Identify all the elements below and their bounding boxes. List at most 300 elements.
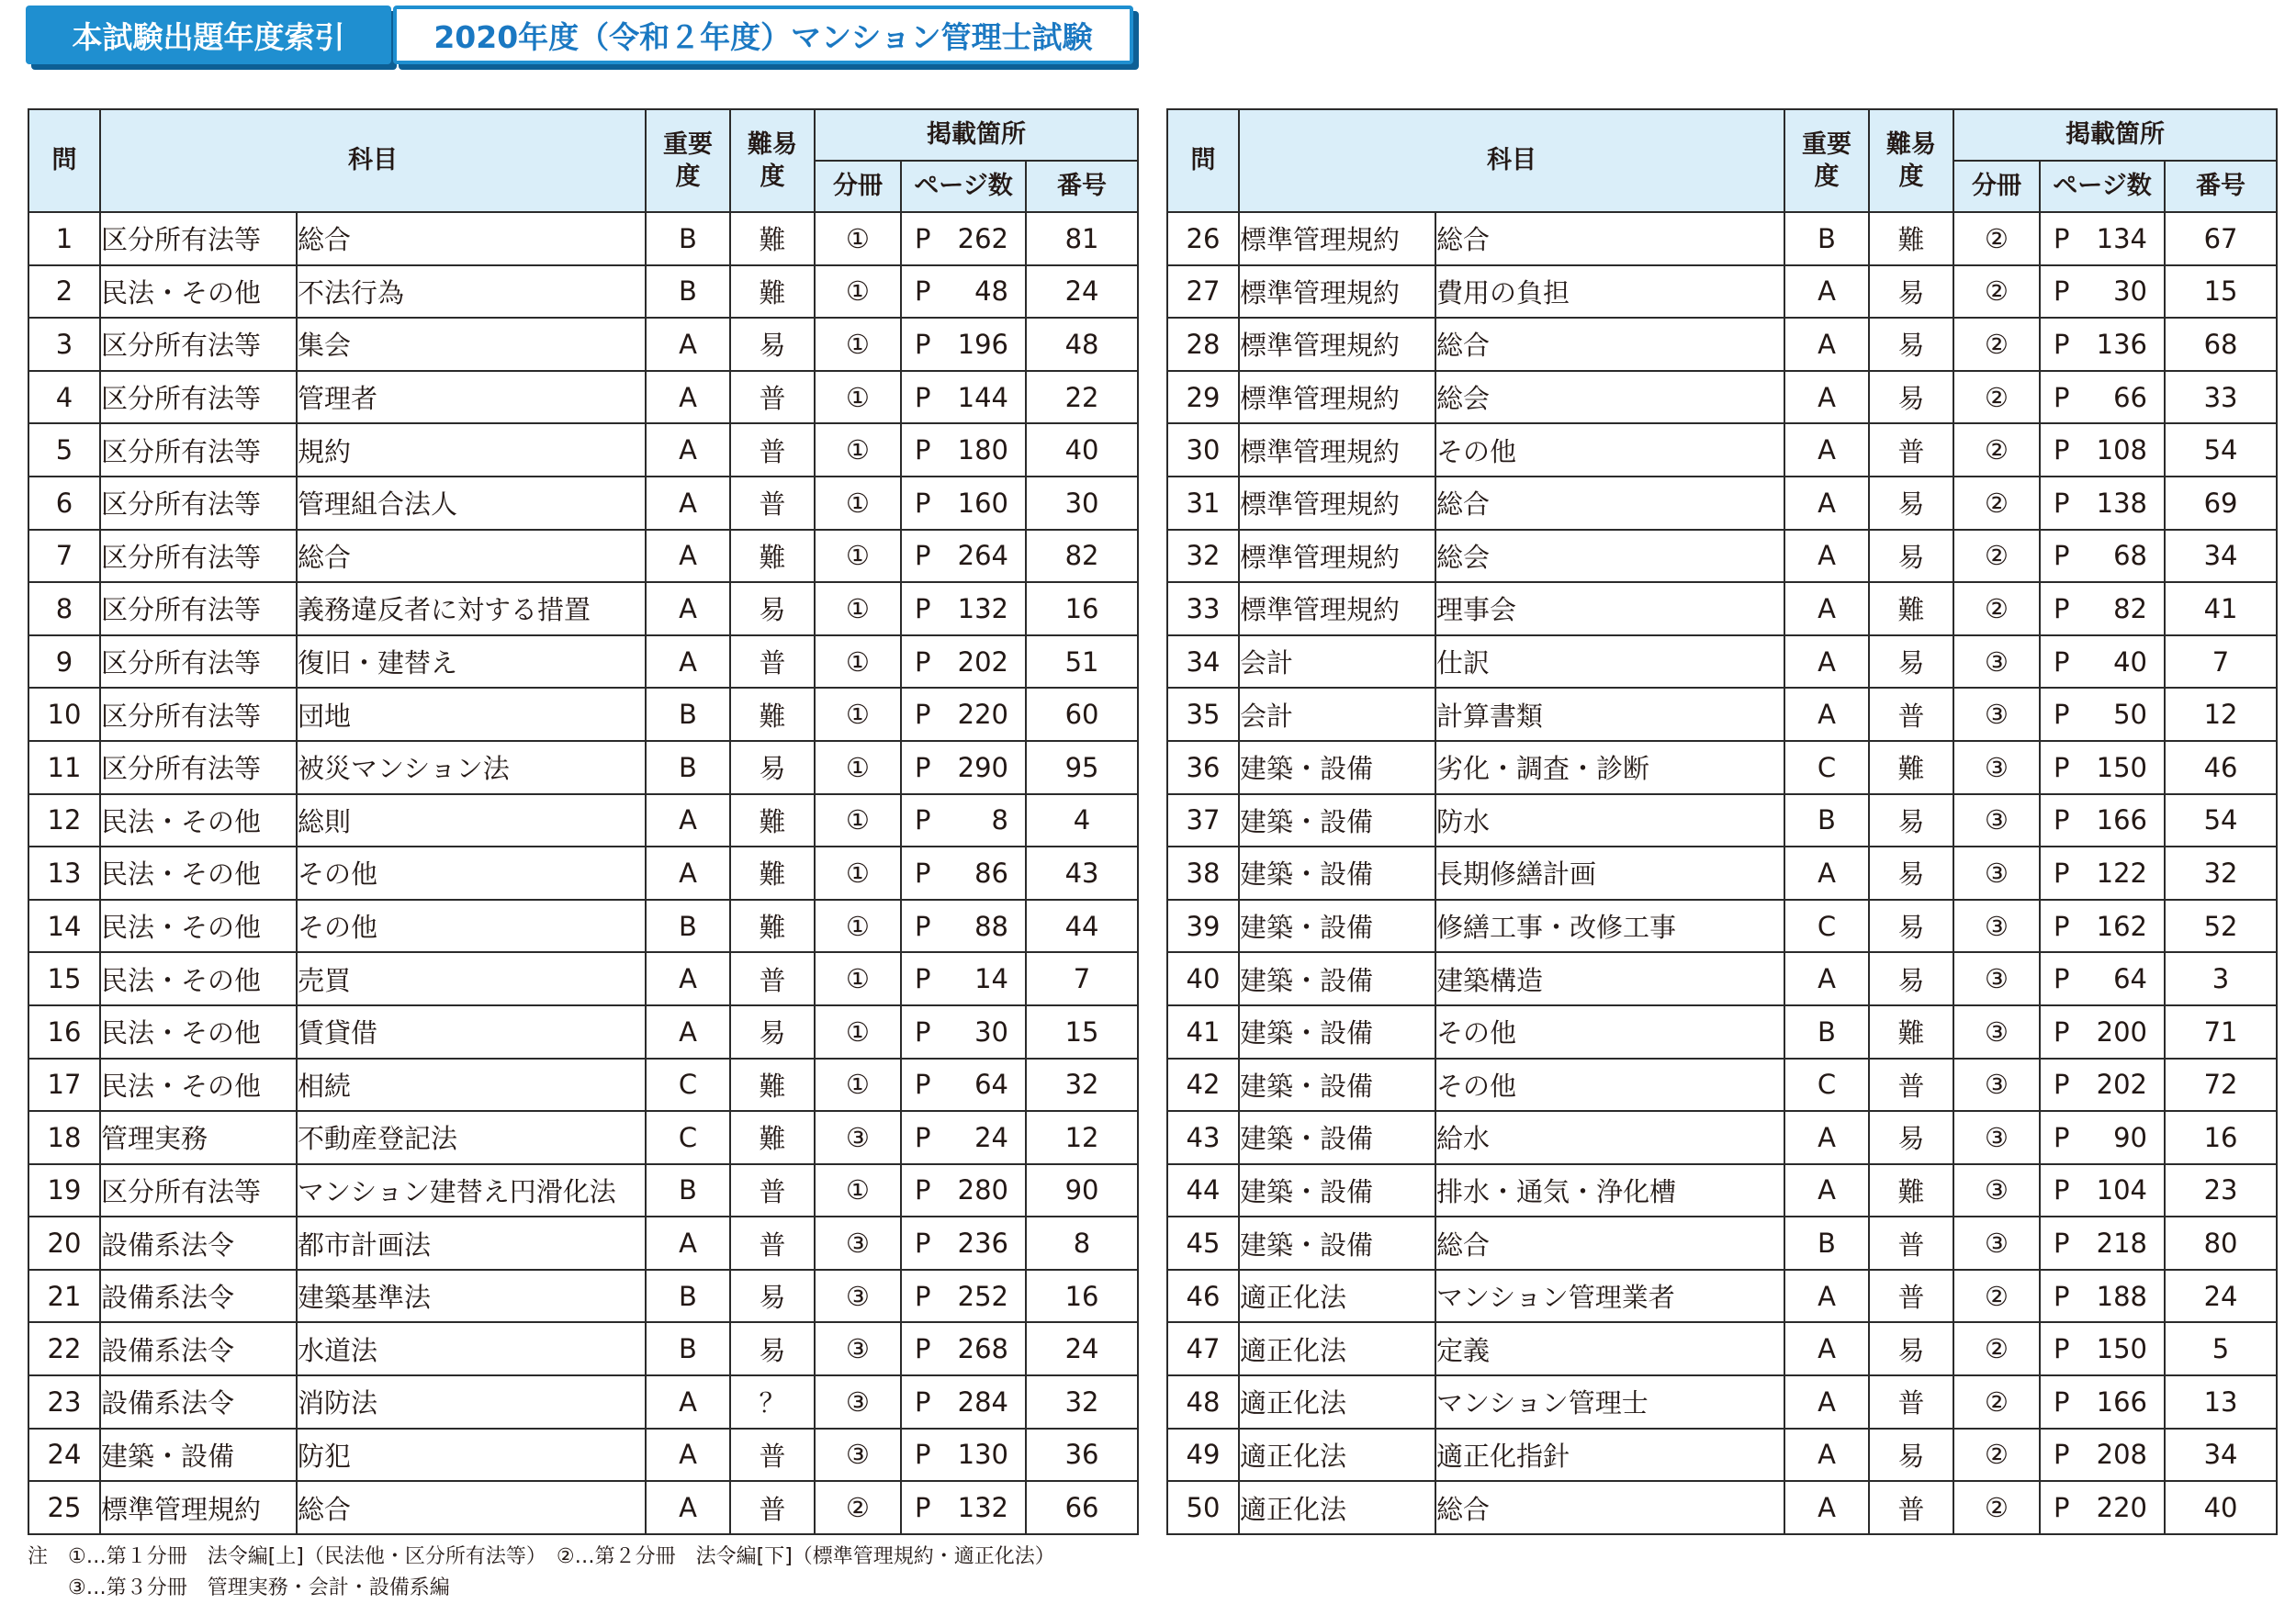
item-number: 24	[1026, 265, 1138, 319]
volume-value: ①	[815, 688, 901, 741]
page-value	[2041, 1122, 2164, 1153]
item-number: 5	[2165, 1322, 2277, 1375]
page-value	[2041, 1174, 2164, 1206]
page-cell	[2040, 1059, 2165, 1112]
item-number: 15	[1026, 1005, 1138, 1059]
page-number: 66	[2113, 381, 2147, 413]
difficulty-value: 普	[1869, 423, 1953, 477]
subject-category: 会計	[1239, 635, 1435, 689]
difficulty-value: 易	[1869, 794, 1953, 847]
page-prefix: P	[915, 592, 931, 624]
question-number: 44	[1167, 1164, 1239, 1217]
page-prefix: P	[2054, 1228, 2070, 1260]
table-row	[1167, 1322, 2277, 1375]
subject-category: 民法・その他	[100, 1005, 297, 1059]
difficulty-value: 普	[1869, 1375, 1953, 1429]
page-prefix: P	[915, 1069, 931, 1101]
item-number: 60	[1026, 688, 1138, 741]
item-number: 48	[1026, 318, 1138, 371]
importance-value: A	[646, 423, 730, 477]
volume-value: ③	[1953, 900, 2040, 953]
importance-value: A	[1784, 371, 1869, 424]
page-prefix: P	[2054, 645, 2070, 678]
volume-value: ①	[815, 1059, 901, 1112]
question-number: 43	[1167, 1111, 1239, 1164]
importance-value: A	[1784, 688, 1869, 741]
volume-value: ①	[815, 212, 901, 265]
item-number: 66	[1026, 1481, 1138, 1534]
subject-category: 建築・設備	[1239, 1111, 1435, 1164]
difficulty-value: 易	[1869, 265, 1953, 319]
subject-topic: 義務違反者に対する措置	[297, 582, 646, 635]
table-row	[28, 582, 1138, 635]
subject-category: 建築・設備	[1239, 900, 1435, 953]
item-number: 23	[2165, 1164, 2277, 1217]
table-row	[28, 1429, 1138, 1482]
subject-category: 標準管理規約	[1239, 371, 1435, 424]
table-row	[28, 1481, 1138, 1534]
item-number: 51	[1026, 635, 1138, 689]
page-cell	[2040, 1164, 2165, 1217]
subject-topic: 集会	[297, 318, 646, 371]
importance-value: A	[646, 477, 730, 530]
page-number: 290	[957, 751, 1008, 783]
page-prefix: P	[915, 1015, 931, 1048]
subject-category: 適正化法	[1239, 1375, 1435, 1429]
page-value	[902, 1439, 1025, 1470]
col-importance: 重要 度	[646, 109, 730, 212]
question-number: 39	[1167, 900, 1239, 953]
page-cell	[901, 530, 1026, 583]
importance-value: B	[646, 1322, 730, 1375]
page-value	[902, 646, 1025, 678]
question-number: 46	[1167, 1270, 1239, 1323]
page-cell	[2040, 741, 2165, 794]
question-number: 50	[1167, 1481, 1239, 1534]
subject-category: 建築・設備	[1239, 1164, 1435, 1217]
importance-value: A	[646, 794, 730, 847]
question-number: 15	[28, 952, 100, 1005]
page-value	[902, 540, 1025, 571]
page-value	[2041, 329, 2164, 360]
page-cell	[2040, 1111, 2165, 1164]
subject-category: 標準管理規約	[1239, 423, 1435, 477]
question-number: 14	[28, 900, 100, 953]
col-subject: 科目	[100, 109, 646, 212]
page-value	[902, 699, 1025, 730]
page-value	[902, 804, 1025, 836]
subject-category: 民法・その他	[100, 265, 297, 319]
table-row	[28, 212, 1138, 265]
page-number: 200	[2096, 1015, 2147, 1048]
item-number: 36	[1026, 1429, 1138, 1482]
subject-topic: 総会	[1435, 371, 1784, 424]
subject-topic: 建築構造	[1435, 952, 1784, 1005]
importance-value: A	[1784, 1481, 1869, 1534]
difficulty-value: 普	[730, 1217, 815, 1270]
page-prefix: P	[2054, 1385, 2070, 1418]
page-cell	[2040, 1270, 2165, 1323]
question-number: 34	[1167, 635, 1239, 689]
page-prefix: P	[915, 275, 931, 308]
page-prefix: P	[2054, 1121, 2070, 1153]
page-prefix: P	[2054, 592, 2070, 624]
page-value	[2041, 804, 2164, 836]
page-prefix: P	[915, 1228, 931, 1260]
item-number: 22	[1026, 371, 1138, 424]
page-cell	[2040, 530, 2165, 583]
page-value	[2041, 275, 2164, 307]
page-number: 24	[974, 1121, 1008, 1153]
page-value	[902, 275, 1025, 307]
volume-value: ②	[1953, 318, 2040, 371]
question-number: 7	[28, 530, 100, 583]
page-value	[2041, 593, 2164, 624]
page-number: 180	[957, 434, 1008, 466]
page-prefix: P	[915, 381, 931, 413]
page-number: 50	[2113, 699, 2147, 731]
page-prefix: P	[915, 540, 931, 572]
item-number: 16	[1026, 582, 1138, 635]
page-cell	[901, 477, 1026, 530]
subject-topic: 消防法	[297, 1375, 646, 1429]
page-cell	[2040, 900, 2165, 953]
difficulty-value: 難	[730, 212, 815, 265]
table-row	[28, 900, 1138, 953]
col-number: 番号	[1026, 161, 1138, 212]
difficulty-value: 普	[730, 1164, 815, 1217]
page-value	[2041, 382, 2164, 413]
table-row	[1167, 530, 2277, 583]
volume-value: ①	[815, 1005, 901, 1059]
importance-value: A	[646, 1429, 730, 1482]
page-value	[2041, 223, 2164, 254]
page-value	[902, 1492, 1025, 1523]
difficulty-value: 易	[1869, 1322, 1953, 1375]
subject-category: 建築・設備	[1239, 741, 1435, 794]
subject-category: 区分所有法等	[100, 212, 297, 265]
difficulty-value: 普	[1869, 1217, 1953, 1270]
page-prefix: P	[2054, 1492, 2070, 1524]
page-cell	[2040, 847, 2165, 900]
item-number: 16	[1026, 1270, 1138, 1323]
table-row	[28, 688, 1138, 741]
volume-value: ①	[815, 847, 901, 900]
page-cell	[2040, 1429, 2165, 1482]
page-cell	[2040, 1005, 2165, 1059]
subject-category: 民法・その他	[100, 1059, 297, 1112]
subject-category: 適正化法	[1239, 1481, 1435, 1534]
question-number: 19	[28, 1164, 100, 1217]
item-number: 68	[2165, 318, 2277, 371]
item-number: 32	[2165, 847, 2277, 900]
importance-value: C	[646, 1059, 730, 1112]
page-cell	[2040, 318, 2165, 371]
subject-topic: 排水・通気・浄化槽	[1435, 1164, 1784, 1217]
page-number: 150	[2096, 751, 2147, 783]
item-number: 30	[1026, 477, 1138, 530]
question-number: 32	[1167, 530, 1239, 583]
question-number: 30	[1167, 423, 1239, 477]
volume-value: ③	[815, 1217, 901, 1270]
page-number: 40	[2113, 645, 2147, 678]
page-value	[2041, 858, 2164, 889]
page-cell	[2040, 688, 2165, 741]
table-row	[1167, 371, 2277, 424]
page-cell	[901, 847, 1026, 900]
page-number: 104	[2096, 1174, 2147, 1206]
question-number: 48	[1167, 1375, 1239, 1429]
table-row	[28, 530, 1138, 583]
difficulty-value: 易	[1869, 635, 1953, 689]
page-number: 202	[2096, 1069, 2147, 1101]
volume-value: ①	[815, 741, 901, 794]
table-row	[1167, 423, 2277, 477]
subject-topic: 総合	[297, 1481, 646, 1534]
volume-value: ①	[815, 318, 901, 371]
page-cell	[901, 318, 1026, 371]
page-number: 268	[957, 1333, 1008, 1365]
question-number: 25	[28, 1481, 100, 1534]
page-number: 138	[2096, 487, 2147, 519]
page-value	[2041, 752, 2164, 783]
page-number: 188	[2096, 1280, 2147, 1312]
col-difficulty: 難易 度	[730, 109, 815, 212]
question-number: 29	[1167, 371, 1239, 424]
subject-category: 標準管理規約	[1239, 477, 1435, 530]
page-prefix: P	[2054, 751, 2070, 783]
subject-category: 建築・設備	[1239, 1217, 1435, 1270]
item-number: 46	[2165, 741, 2277, 794]
page-number: 166	[2096, 804, 2147, 836]
page-cell	[2040, 371, 2165, 424]
volume-value: ①	[815, 265, 901, 319]
page-prefix: P	[2054, 540, 2070, 572]
subject-category: 民法・その他	[100, 794, 297, 847]
col-q: 問	[28, 109, 100, 212]
col-pages: ページ数	[901, 161, 1026, 212]
item-number: 7	[1026, 952, 1138, 1005]
subject-topic: 総合	[1435, 477, 1784, 530]
importance-value: A	[646, 1375, 730, 1429]
subject-topic: 復旧・建替え	[297, 635, 646, 689]
difficulty-value: 易	[1869, 530, 1953, 583]
volume-value: ①	[815, 582, 901, 635]
subject-topic: マンション管理業者	[1435, 1270, 1784, 1323]
importance-value: B	[646, 212, 730, 265]
page-cell	[901, 635, 1026, 689]
page-value	[902, 858, 1025, 889]
difficulty-value: 難	[1869, 1005, 1953, 1059]
page-number: 130	[957, 1439, 1008, 1471]
volume-value: ③	[1953, 1059, 2040, 1112]
subject-topic: マンション管理士	[1435, 1375, 1784, 1429]
table-row	[1167, 212, 2277, 265]
importance-value: A	[1784, 952, 1869, 1005]
importance-value: B	[1784, 1217, 1869, 1270]
page-value	[902, 1069, 1025, 1100]
subject-topic: マンション建替え円滑化法	[297, 1164, 646, 1217]
importance-value: A	[1784, 265, 1869, 319]
volume-value: ③	[1953, 847, 2040, 900]
item-number: 40	[1026, 423, 1138, 477]
table-row	[1167, 318, 2277, 371]
page-cell	[901, 1270, 1026, 1323]
page-value	[902, 223, 1025, 254]
page-value	[2041, 699, 2164, 730]
question-number: 40	[1167, 952, 1239, 1005]
page-cell	[2040, 477, 2165, 530]
page-prefix: P	[915, 222, 931, 254]
page-cell	[901, 265, 1026, 319]
page-value	[902, 1386, 1025, 1418]
item-number: 40	[2165, 1481, 2277, 1534]
volume-value: ③	[815, 1270, 901, 1323]
col-number: 番号	[2165, 161, 2277, 212]
page-number: 162	[2096, 910, 2147, 942]
difficulty-value: 易	[1869, 900, 1953, 953]
page-number: 122	[2096, 857, 2147, 889]
exam-title: 2020年度（令和２年度）マンション管理士試験	[393, 6, 1133, 64]
subject-category: 区分所有法等	[100, 582, 297, 635]
col-location: 掲載箇所	[815, 109, 1138, 161]
difficulty-value: 普	[730, 1481, 815, 1534]
page-prefix: P	[915, 1174, 931, 1206]
subject-category: 区分所有法等	[100, 688, 297, 741]
difficulty-value: 易	[730, 741, 815, 794]
subject-category: 区分所有法等	[100, 635, 297, 689]
subject-topic: 建築基準法	[297, 1270, 646, 1323]
subject-topic: その他	[1435, 1005, 1784, 1059]
subject-topic: 総会	[1435, 530, 1784, 583]
question-number: 18	[28, 1111, 100, 1164]
page-prefix: P	[2054, 1015, 2070, 1048]
item-number: 52	[2165, 900, 2277, 953]
volume-value: ②	[1953, 265, 2040, 319]
item-number: 33	[2165, 371, 2277, 424]
importance-value: B	[1784, 212, 1869, 265]
page-value	[2041, 911, 2164, 942]
importance-value: A	[1784, 1322, 1869, 1375]
page-cell	[901, 794, 1026, 847]
col-importance: 重要 度	[1784, 109, 1869, 212]
question-number: 47	[1167, 1322, 1239, 1375]
page-prefix: P	[2054, 1280, 2070, 1312]
question-number: 42	[1167, 1059, 1239, 1112]
table-row	[28, 371, 1138, 424]
subject-category: 標準管理規約	[1239, 212, 1435, 265]
subject-topic: 総合	[1435, 1217, 1784, 1270]
subject-topic: 給水	[1435, 1111, 1784, 1164]
page-value	[902, 1174, 1025, 1206]
subject-category: 設備系法令	[100, 1322, 297, 1375]
page-value	[902, 911, 1025, 942]
question-number: 5	[28, 423, 100, 477]
page-cell	[901, 371, 1026, 424]
difficulty-value: 易	[1869, 952, 1953, 1005]
subject-topic: その他	[297, 847, 646, 900]
page-number: 132	[957, 592, 1008, 624]
page-prefix: P	[2054, 804, 2070, 836]
page-value	[2041, 1386, 2164, 1418]
difficulty-value: 易	[730, 582, 815, 635]
volume-value: ②	[815, 1481, 901, 1534]
table-row	[28, 1375, 1138, 1429]
table-row	[28, 1164, 1138, 1217]
page-number: 220	[2096, 1492, 2147, 1524]
page-cell	[901, 582, 1026, 635]
table-row	[1167, 1375, 2277, 1429]
subject-topic: 適正化指針	[1435, 1429, 1784, 1482]
col-q: 問	[1167, 109, 1239, 212]
subject-topic: 規約	[297, 423, 646, 477]
table-row	[1167, 952, 2277, 1005]
importance-value: B	[1784, 794, 1869, 847]
importance-value: B	[646, 265, 730, 319]
page-value	[902, 593, 1025, 624]
difficulty-value: 易	[730, 1005, 815, 1059]
index-table-left	[28, 108, 1139, 1535]
subject-category: 建築・設備	[1239, 794, 1435, 847]
difficulty-value: 難	[730, 847, 815, 900]
table-row	[1167, 1481, 2277, 1534]
footnote-line-2: ③…第３分冊 管理実務・会計・設備系編	[28, 1576, 450, 1599]
page-number: 166	[2096, 1385, 2147, 1418]
subject-category: 区分所有法等	[100, 477, 297, 530]
question-number: 17	[28, 1059, 100, 1112]
question-number: 1	[28, 212, 100, 265]
volume-value: ①	[815, 423, 901, 477]
question-number: 8	[28, 582, 100, 635]
page-number: 160	[957, 487, 1008, 519]
importance-value: A	[646, 371, 730, 424]
importance-value: B	[646, 900, 730, 953]
importance-value: A	[646, 1005, 730, 1059]
subject-category: 区分所有法等	[100, 371, 297, 424]
difficulty-value: 易	[730, 1322, 815, 1375]
subject-topic: 劣化・調査・診断	[1435, 741, 1784, 794]
page-number: 236	[957, 1228, 1008, 1260]
importance-value: C	[1784, 1059, 1869, 1112]
table-row	[28, 1059, 1138, 1112]
subject-topic: 管理者	[297, 371, 646, 424]
table-row	[28, 635, 1138, 689]
item-number: 8	[1026, 1217, 1138, 1270]
difficulty-value: 難	[1869, 741, 1953, 794]
item-number: 24	[2165, 1270, 2277, 1323]
item-number: 24	[1026, 1322, 1138, 1375]
volume-value: ①	[815, 1164, 901, 1217]
importance-value: A	[1784, 582, 1869, 635]
subject-category: 建築・設備	[1239, 847, 1435, 900]
page-number: 30	[974, 1015, 1008, 1048]
page-cell	[901, 423, 1026, 477]
page-prefix: P	[2054, 381, 2070, 413]
subject-category: 設備系法令	[100, 1217, 297, 1270]
question-number: 3	[28, 318, 100, 371]
question-number: 45	[1167, 1217, 1239, 1270]
subject-category: 区分所有法等	[100, 423, 297, 477]
difficulty-value: 難	[730, 265, 815, 319]
page-value	[2041, 1281, 2164, 1312]
item-number: 69	[2165, 477, 2277, 530]
volume-value: ②	[1953, 1481, 2040, 1534]
page-cell	[901, 1217, 1026, 1270]
item-number: 41	[2165, 582, 2277, 635]
difficulty-value: 易	[1869, 477, 1953, 530]
item-number: 44	[1026, 900, 1138, 953]
page-value	[902, 382, 1025, 413]
